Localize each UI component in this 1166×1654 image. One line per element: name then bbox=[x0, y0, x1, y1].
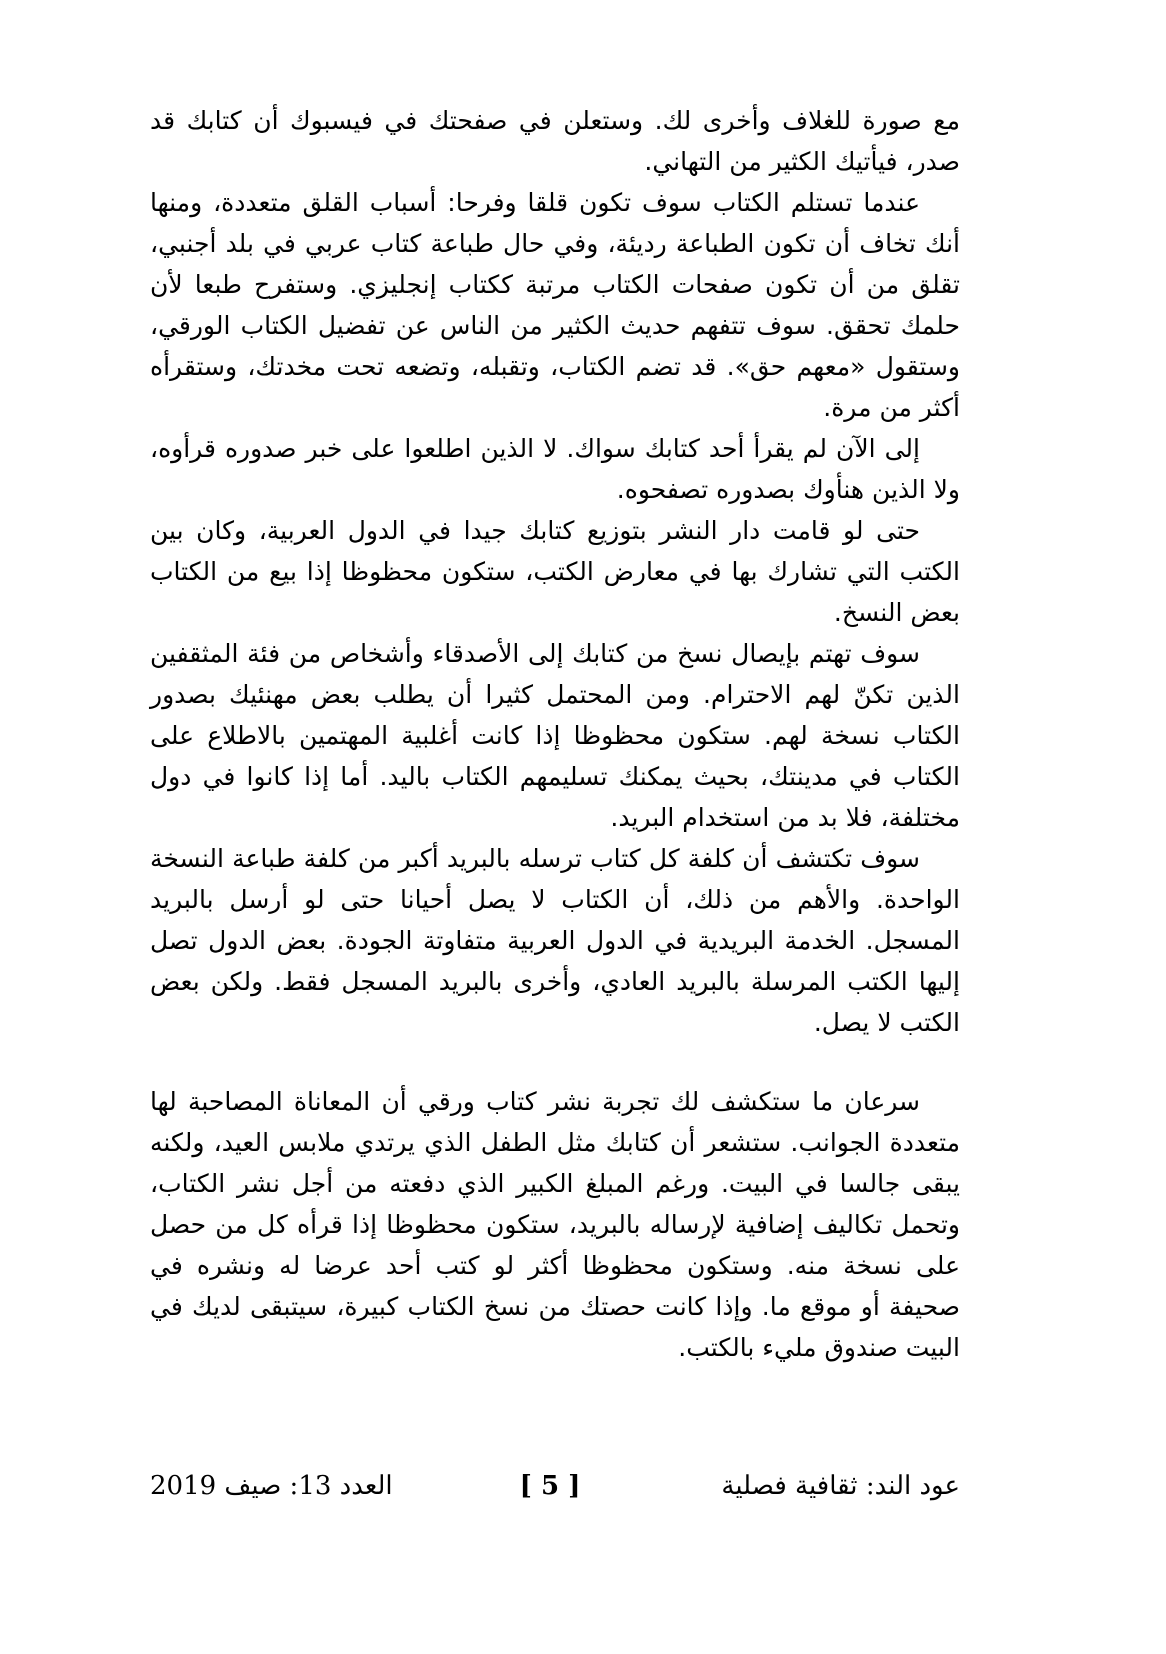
paragraph-continuation: مع صورة للغلاف وأخرى لك. وستعلن في صفحتك في فيسبوك أن كتابك قد صدر، فيأتيك الكثير من التهاني. bbox=[150, 106, 960, 176]
paragraph: سوف تكتشف أن كلفة كل كتاب ترسله بالبريد أكبر من كلفة طباعة النسخة الواحدة. والأهم من ذلك، أن الكتاب لا يصل أحيانا حتى لو أرسل بالبريد المسجل. الخدمة البريدية في الدول العربية متفاوتة الجودة. بعض الدول تصل إليها الكتب المرسلة بالبريد العادي، وأخرى بالبريد المسجل فقط. ولكن بعض الكتب لا يصل. bbox=[150, 844, 960, 1037]
page-footer bbox=[150, 1466, 960, 1506]
paragraph: حتى لو قامت دار النشر بتوزيع كتابك جيدا في الدول العربية، وكان بين الكتب التي تشارك بها في معارض الكتب، ستكون محظوظا إذا بيع من الكتاب بعض النسخ. bbox=[150, 516, 960, 627]
page-number: [ 5 ] bbox=[519, 1471, 581, 1501]
article-body bbox=[150, 100, 960, 1368]
issue-info: العدد 13: صيف 2019 bbox=[150, 1471, 393, 1501]
paragraph: سرعان ما ستكشف لك تجربة نشر كتاب ورقي أن المعاناة المصاحبة لها متعددة الجوانب. ستشعر أن كتابك مثل الطفل الذي يرتدي ملابس العيد، ولكنه يبقى جالسا في البيت. ورغم المبلغ الكبير الذي دفعته من أجل نشر الكتاب، وتحمل تكاليف إضافية لإرساله بالبريد، ستكون محظوظا إذا قرأه كل من حصل على نسخة منه. وستكون محظوظا أكثر لو كتب أحد عرضا له ونشره في صحيفة أو موقع ما. وإذا كانت حصتك من نسخ الكتاب كبيرة، سيتبقى لديك في البيت صندوق مليء بالكتب. bbox=[150, 1087, 960, 1362]
paragraph: سوف تهتم بإيصال نسخ من كتابك إلى الأصدقاء وأشخاص من فئة المثقفين الذين تكنّ لهم الاحترام. ومن المحتمل كثيرا أن يطلب بعض مهنئيك بصدور الكتاب نسخة لهم. ستكون محظوظا إذا كانت أغلبية المهتمين بالاطلاع على الكتاب في مدينتك، بحيث يمكنك تسليمهم الكتاب باليد. أما إذا كانوا في دول مختلفة، فلا بد من استخدام البريد. bbox=[150, 639, 960, 832]
paragraph: عندما تستلم الكتاب سوف تكون قلقا وفرحا: أسباب القلق متعددة، ومنها أنك تخاف أن تكون الطباعة رديئة، وفي حال طباعة كتاب عربي في بلد أجنبي، تقلق من أن تكون صفحات الكتاب مرتبة ككتاب إنجليزي. وستفرح طبعا لأن حلمك تحقق. سوف تتفهم حديث الكثير من الناس عن تفضيل الكتاب الورقي، وستقول «معهم حق». قد تضم الكتاب، وتقبله، وتضعه تحت مخدتك، وستقرأه أكثر من مرة. bbox=[150, 188, 960, 422]
paragraph: إلى الآن لم يقرأ أحد كتابك سواك. لا الذين اطلعوا على خبر صدوره قرأوه، ولا الذين هنأوك بصدوره تصفحوه. bbox=[150, 434, 960, 504]
journal-title: عود الند: ثقافية فصلية bbox=[721, 1471, 960, 1501]
